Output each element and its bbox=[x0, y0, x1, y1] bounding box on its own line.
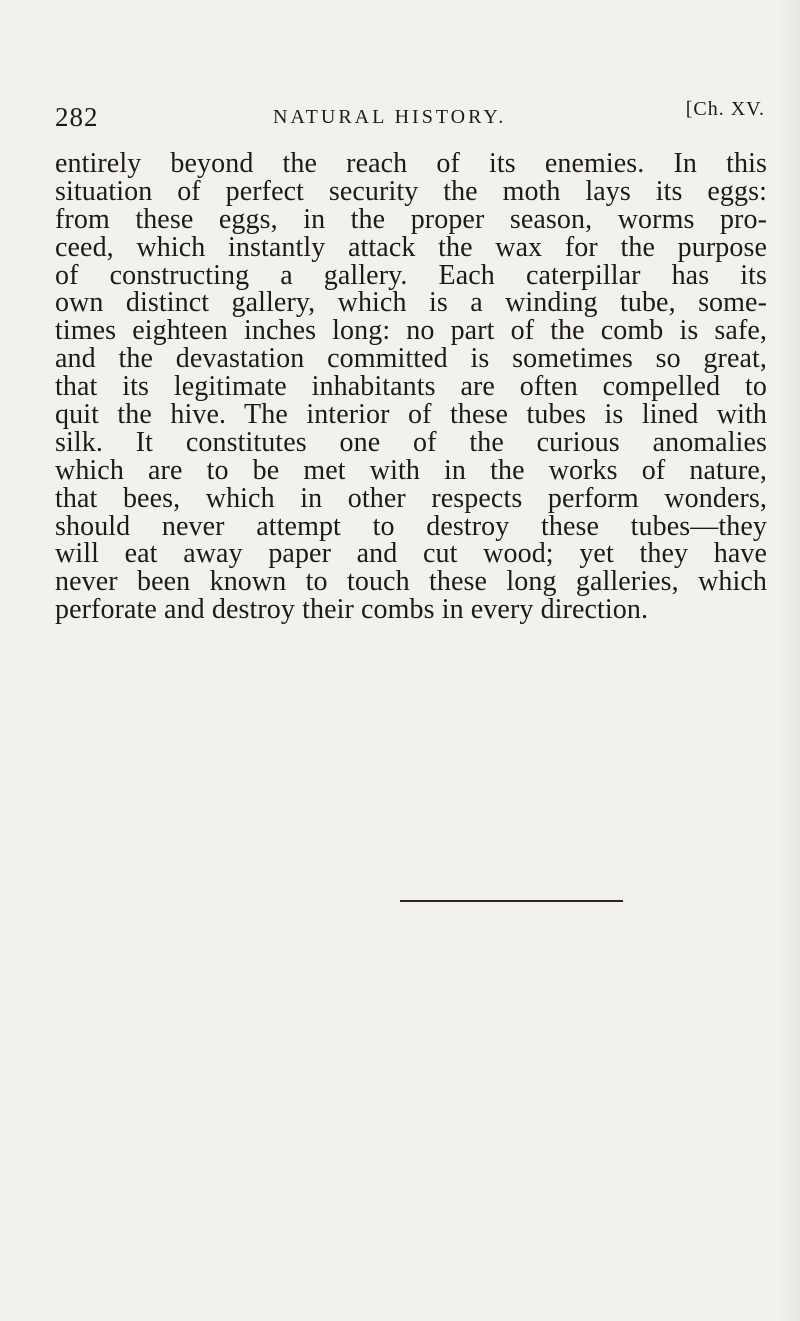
running-head bbox=[55, 96, 765, 130]
text-line: never been known to touch these long galleries, which bbox=[55, 566, 767, 598]
text-line: will eat away paper and cut wood; yet they have bbox=[55, 538, 767, 570]
text-line: perforate and destroy their combs in every direction. bbox=[55, 594, 649, 626]
text-line: entirely beyond the reach of its enemies. In this bbox=[55, 148, 767, 179]
text-line: that bees, which in other respects perform wonders, bbox=[55, 482, 767, 514]
section-divider-rule bbox=[400, 900, 623, 902]
text-line: which are to be met with in the works of nature, bbox=[55, 454, 767, 486]
text-line: and the devastation committed is sometimes so great, bbox=[55, 343, 767, 375]
page-number: 282 bbox=[55, 102, 99, 132]
text-line: should never attempt to destroy these tubes—they bbox=[55, 510, 767, 542]
text-line: ceed, which instantly attack the wax for the purpose bbox=[55, 231, 767, 263]
text-line: that its legitimate inhabitants are often compelled to bbox=[55, 371, 767, 403]
chapter-reference: [Ch. XV. bbox=[685, 98, 765, 120]
running-title: NATURAL HISTORY. bbox=[273, 106, 507, 128]
text-line: own distinct gallery, which is a winding tube, some- bbox=[55, 287, 767, 319]
body-paragraph bbox=[55, 150, 767, 624]
text-line: times eighteen inches long: no part of the comb is safe, bbox=[55, 315, 767, 347]
page-edge-shadow bbox=[778, 0, 800, 1321]
text-line: silk. It constitutes one of the curious anomalies bbox=[55, 426, 767, 458]
text-line: situation of perfect security the moth lays its eggs: bbox=[55, 175, 767, 207]
text-line: quit the hive. The interior of these tubes is lined with bbox=[55, 399, 767, 431]
text-line: of constructing a gallery. Each caterpillar has its bbox=[55, 259, 767, 291]
text-line: from these eggs, in the proper season, worms pro- bbox=[55, 203, 767, 235]
